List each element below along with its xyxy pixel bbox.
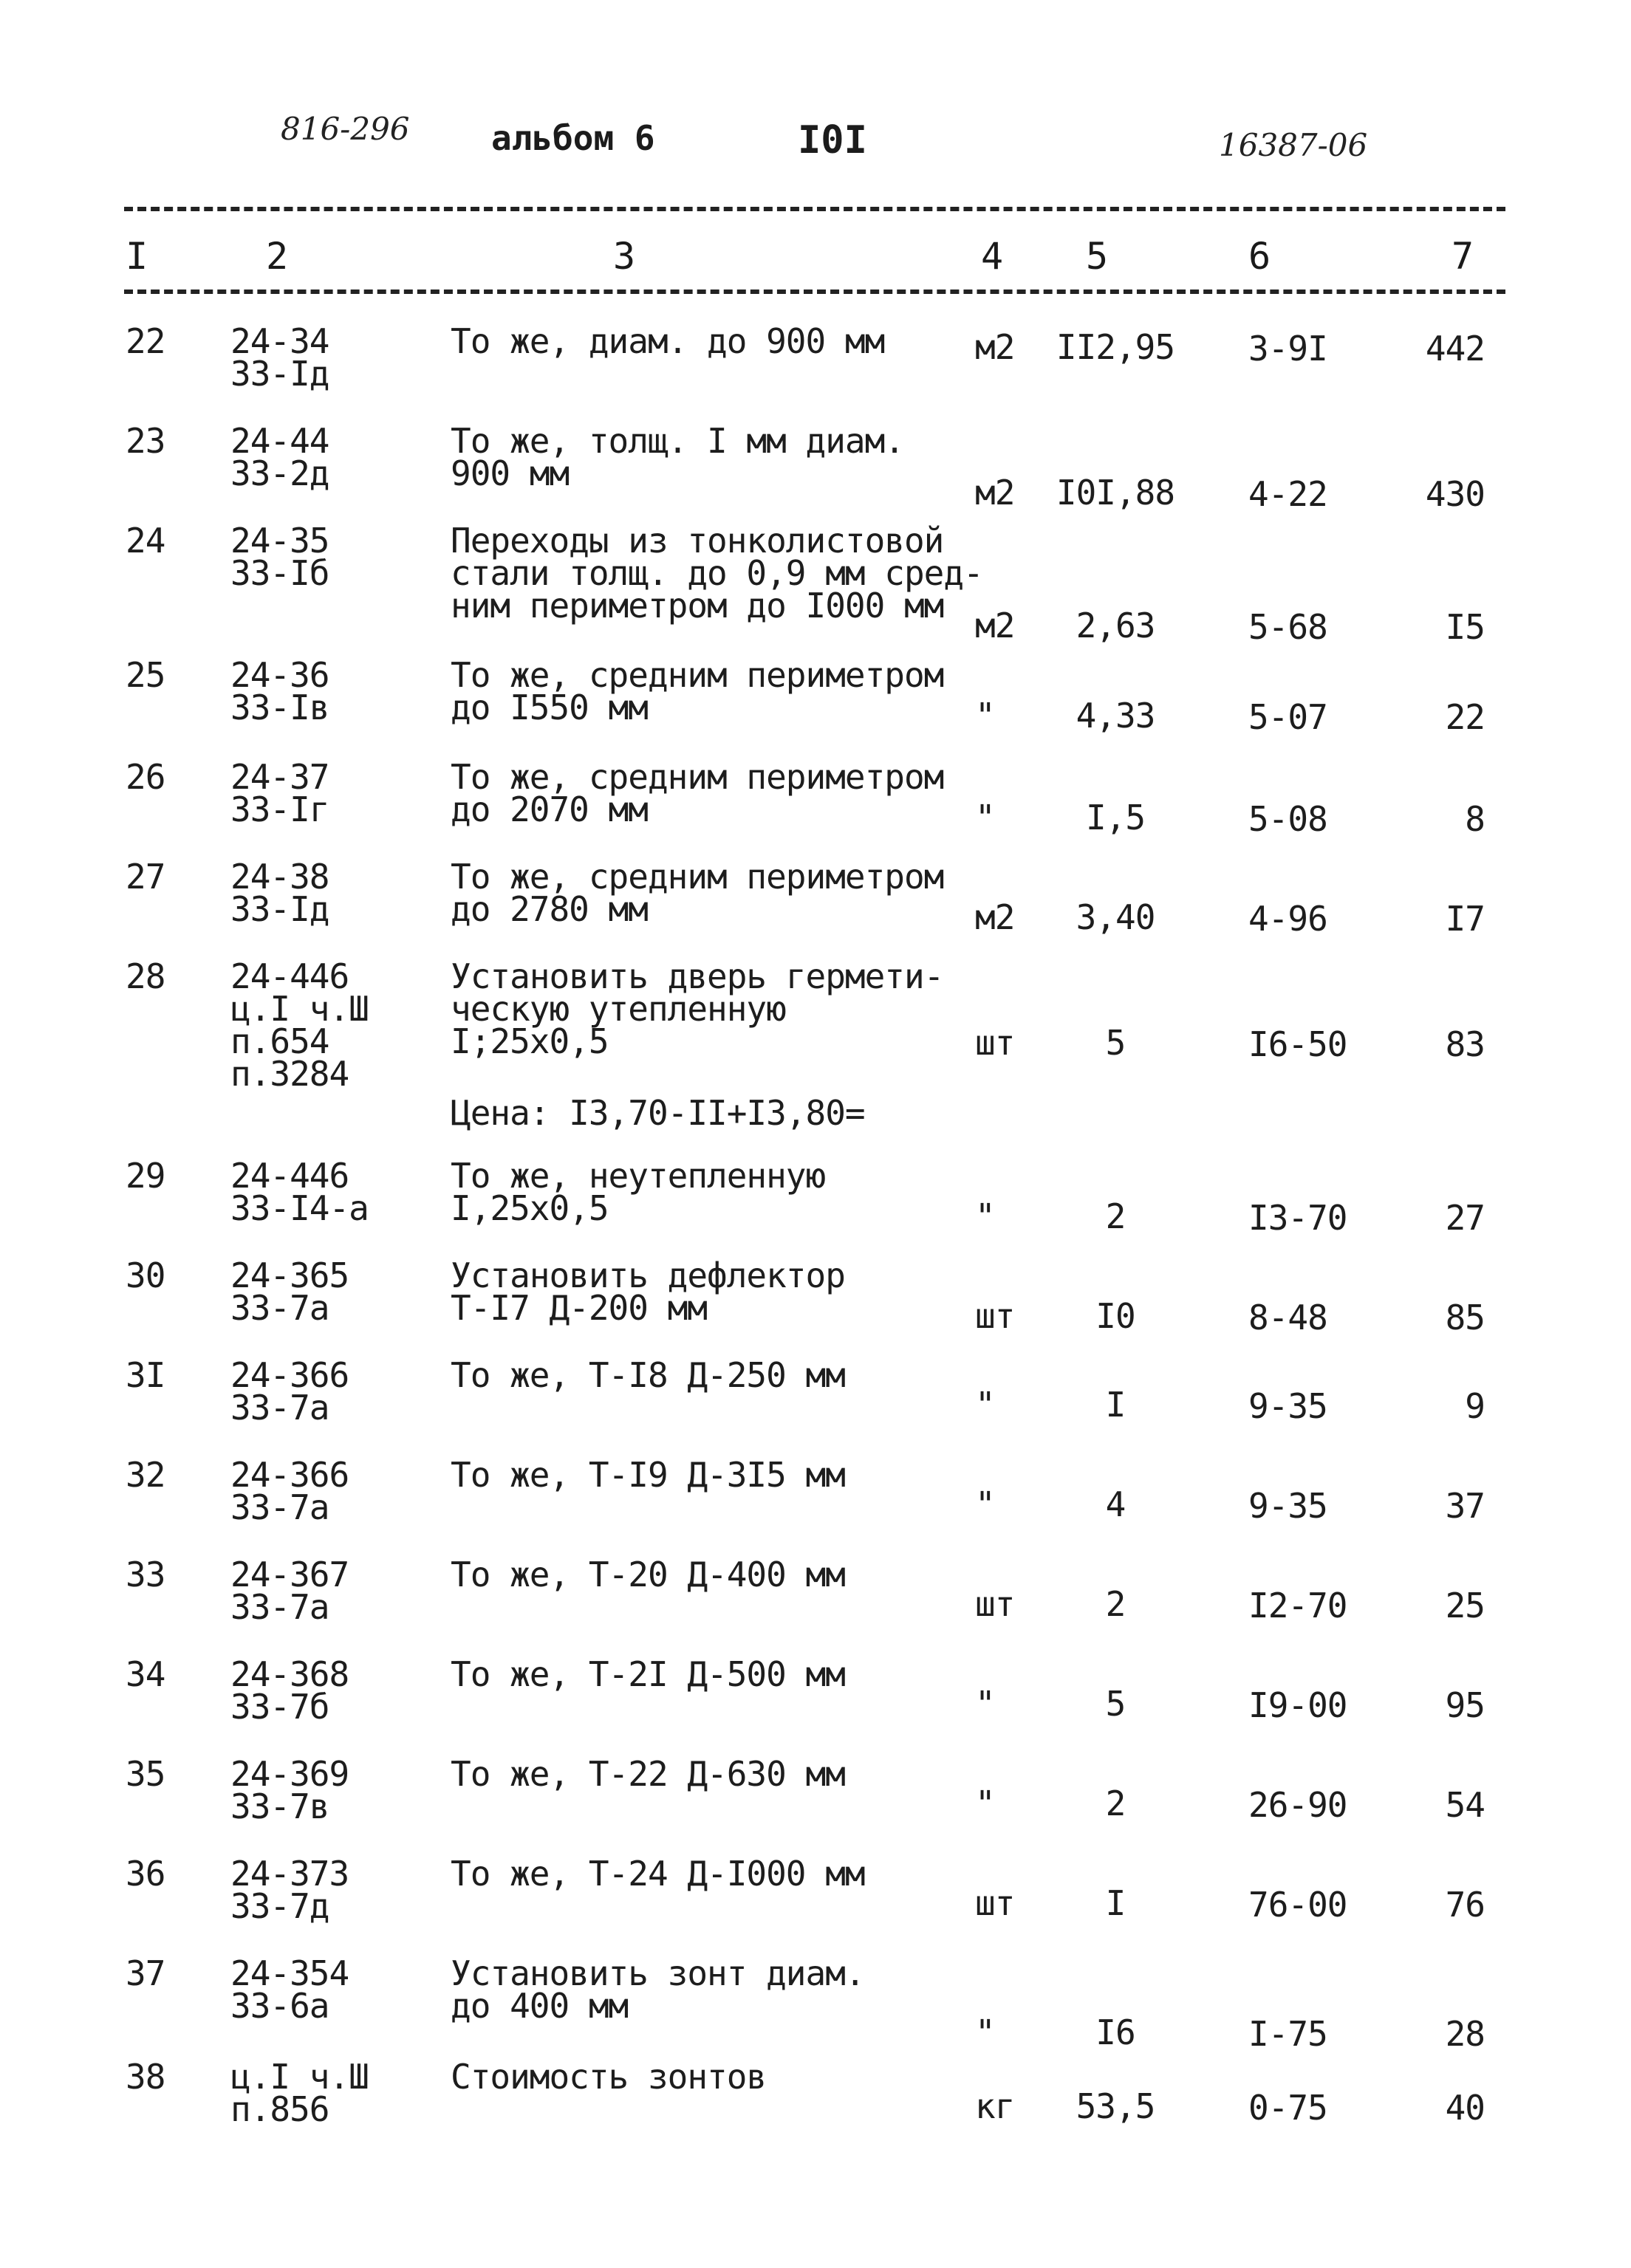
norm-code-line: ц.I ч.Ш bbox=[230, 2057, 369, 2097]
price-note: Цена: I3,70-II+I3,80= bbox=[451, 1093, 865, 1133]
unit-price-cell: 5-08 bbox=[1248, 799, 1327, 839]
unit-cell: " bbox=[975, 1385, 995, 1425]
total-cell: 37 bbox=[1445, 1486, 1485, 1526]
work-description-line: стали толщ. до 0,9 мм сред- bbox=[451, 553, 983, 593]
row-number: 32 bbox=[126, 1455, 165, 1495]
work-description-line: ним периметром до I000 мм bbox=[451, 586, 944, 626]
row-number: 33 bbox=[126, 1555, 165, 1594]
unit-cell: шт bbox=[975, 1584, 1015, 1624]
row-number: 27 bbox=[126, 857, 165, 897]
norm-code-line: 33-Iд bbox=[230, 354, 329, 394]
work-description-line: То же, диам. до 900 мм bbox=[451, 321, 885, 361]
quantity-cell: I6 bbox=[1095, 2012, 1135, 2052]
work-description-line: Установить зонт диам. bbox=[451, 1953, 865, 1993]
norm-code-line: 24-354 bbox=[230, 1953, 349, 1993]
work-description-line: Установить дефлектор bbox=[451, 1255, 845, 1295]
row-number: 35 bbox=[126, 1754, 165, 1794]
unit-price-cell: I3-70 bbox=[1248, 1198, 1347, 1238]
column-number-3: 3 bbox=[613, 235, 636, 278]
work-description-line: То же, Т-20 Д-400 мм bbox=[451, 1555, 845, 1594]
row-number: 34 bbox=[126, 1654, 165, 1694]
column-number-5: 5 bbox=[1086, 235, 1109, 278]
work-description-line: до 400 мм bbox=[451, 1986, 629, 2026]
total-cell: 22 bbox=[1445, 697, 1485, 737]
row-number: 22 bbox=[126, 321, 165, 361]
unit-cell: " bbox=[975, 2012, 995, 2052]
row-number: 26 bbox=[126, 757, 165, 797]
unit-price-cell: 8-48 bbox=[1248, 1298, 1327, 1337]
top-rule bbox=[124, 207, 1505, 211]
norm-code-line: 33-7а bbox=[230, 1388, 329, 1428]
total-cell: 76 bbox=[1445, 1885, 1485, 1925]
unit-price-cell: 9-35 bbox=[1248, 1486, 1327, 1526]
unit-price-cell: I2-70 bbox=[1248, 1586, 1347, 1625]
work-description-line: Установить дверь гермети- bbox=[451, 956, 944, 996]
norm-code-line: 33-6а bbox=[230, 1986, 329, 2026]
quantity-cell: 2,63 bbox=[1076, 606, 1155, 645]
work-description-line: То же, Т-24 Д-I000 мм bbox=[451, 1854, 865, 1894]
quantity-cell: 2 bbox=[1105, 1584, 1126, 1624]
unit-cell: шт bbox=[975, 1023, 1015, 1063]
quantity-cell: 2 bbox=[1105, 1784, 1126, 1823]
norm-code-line: 24-373 bbox=[230, 1854, 349, 1894]
column-number-6: 6 bbox=[1248, 235, 1271, 278]
work-description-line: То же, неутепленную bbox=[451, 1156, 826, 1196]
quantity-cell: 4,33 bbox=[1076, 696, 1155, 736]
unit-price-cell: I6-50 bbox=[1248, 1024, 1347, 1064]
norm-code-line: 24-34 bbox=[230, 321, 329, 361]
unit-cell: шт bbox=[975, 1296, 1015, 1336]
unit-cell: м2 bbox=[975, 606, 1015, 645]
quantity-cell: II2,95 bbox=[1056, 327, 1175, 367]
quantity-cell: 5 bbox=[1105, 1684, 1126, 1724]
header-rule bbox=[124, 290, 1505, 294]
norm-code-line: 24-446 bbox=[230, 956, 349, 996]
unit-cell: шт bbox=[975, 1883, 1015, 1923]
norm-code-line: 33-I4-а bbox=[230, 1188, 369, 1228]
unit-price-cell: 9-35 bbox=[1248, 1386, 1327, 1426]
unit-cell: м2 bbox=[975, 327, 1015, 367]
quantity-cell: 3,40 bbox=[1076, 897, 1155, 937]
norm-code-line: 33-Iд bbox=[230, 889, 329, 929]
norm-code-line: 24-369 bbox=[230, 1754, 349, 1794]
total-cell: 40 bbox=[1445, 2088, 1485, 2128]
work-description-line: до I550 мм bbox=[451, 688, 648, 727]
norm-code-line: 24-37 bbox=[230, 757, 329, 797]
norm-code-line: п.856 bbox=[230, 2089, 329, 2129]
column-number-1: I bbox=[126, 235, 148, 278]
quantity-cell: 4 bbox=[1105, 1484, 1126, 1524]
norm-code-line: 33-7а bbox=[230, 1587, 329, 1627]
unit-cell: " bbox=[975, 1784, 995, 1823]
quantity-cell: I bbox=[1105, 1883, 1126, 1923]
quantity-cell: I bbox=[1105, 1385, 1126, 1425]
handwritten-code-left: 816-296 bbox=[281, 111, 410, 147]
unit-cell: м2 bbox=[975, 473, 1015, 513]
total-cell: 8 bbox=[1465, 799, 1485, 839]
work-description-line: Стоимость зонтов bbox=[451, 2057, 767, 2097]
total-cell: 25 bbox=[1445, 1586, 1485, 1625]
quantity-cell: 2 bbox=[1105, 1196, 1126, 1236]
norm-code-line: 33-7а bbox=[230, 1487, 329, 1527]
work-description-line: То же, средним периметром bbox=[451, 655, 944, 695]
unit-price-cell: 5-07 bbox=[1248, 697, 1327, 737]
norm-code-line: 33-Iб bbox=[230, 553, 329, 593]
total-cell: 27 bbox=[1445, 1198, 1485, 1238]
unit-cell: " bbox=[975, 1684, 995, 1724]
norm-code-line: 24-44 bbox=[230, 421, 329, 461]
norm-code-line: п.3284 bbox=[230, 1054, 349, 1094]
row-number: 25 bbox=[126, 655, 165, 695]
total-cell: 28 bbox=[1445, 2014, 1485, 2054]
unit-price-cell: I9-00 bbox=[1248, 1685, 1347, 1725]
work-description-line: То же, Т-22 Д-630 мм bbox=[451, 1754, 845, 1794]
work-description-line: Переходы из тонколистовой bbox=[451, 521, 944, 561]
unit-price-cell: 4-22 bbox=[1248, 474, 1327, 514]
work-description-line: То же, толщ. I мм диам. bbox=[451, 421, 904, 461]
work-description-line: То же, Т-I9 Д-3I5 мм bbox=[451, 1455, 845, 1495]
unit-price-cell: 76-00 bbox=[1248, 1885, 1347, 1925]
row-number: 24 bbox=[126, 521, 165, 561]
work-description-line: То же, средним периметром bbox=[451, 857, 944, 897]
work-description-line: I;25х0,5 bbox=[451, 1021, 609, 1061]
column-number-2: 2 bbox=[266, 235, 289, 278]
unit-price-cell: 4-96 bbox=[1248, 899, 1327, 939]
unit-price-cell: 0-75 bbox=[1248, 2088, 1327, 2128]
norm-code-line: 24-36 bbox=[230, 655, 329, 695]
total-cell: 85 bbox=[1445, 1298, 1485, 1337]
norm-code-line: п.654 bbox=[230, 1021, 329, 1061]
unit-cell: м2 bbox=[975, 897, 1015, 937]
work-description-line: То же, средним периметром bbox=[451, 757, 944, 797]
total-cell: 95 bbox=[1445, 1685, 1485, 1725]
row-number: 36 bbox=[126, 1854, 165, 1894]
work-description-line: I,25х0,5 bbox=[451, 1188, 609, 1228]
unit-cell: кг bbox=[975, 2086, 1015, 2126]
row-number: 29 bbox=[126, 1156, 165, 1196]
row-number: 28 bbox=[126, 956, 165, 996]
norm-code-line: 33-7д bbox=[230, 1886, 329, 1926]
quantity-cell: I,5 bbox=[1085, 798, 1146, 837]
work-description-line: ческую утепленную bbox=[451, 989, 786, 1029]
total-cell: 54 bbox=[1445, 1785, 1485, 1825]
album-label: альбом 6 bbox=[491, 118, 655, 158]
norm-code-line: 24-366 bbox=[230, 1455, 349, 1495]
norm-code-line: 24-368 bbox=[230, 1654, 349, 1694]
unit-cell: " bbox=[975, 696, 995, 736]
norm-code-line: 24-446 bbox=[230, 1156, 349, 1196]
norm-code-line: 24-35 bbox=[230, 521, 329, 561]
norm-code-line: 33-7б bbox=[230, 1687, 329, 1727]
norm-code-line: 33-7а bbox=[230, 1288, 329, 1328]
quantity-cell: 5 bbox=[1105, 1023, 1126, 1063]
norm-code-line: 24-365 bbox=[230, 1255, 349, 1295]
column-number-7: 7 bbox=[1452, 235, 1474, 278]
unit-price-cell: I-75 bbox=[1248, 2014, 1327, 2054]
norm-code-line: 24-367 bbox=[230, 1555, 349, 1594]
total-cell: I7 bbox=[1445, 899, 1485, 939]
unit-price-cell: 3-9I bbox=[1248, 329, 1327, 369]
row-number: 38 bbox=[126, 2057, 165, 2097]
row-number: 3I bbox=[126, 1355, 165, 1395]
work-description-line: до 2070 мм bbox=[451, 789, 648, 829]
total-cell: 9 bbox=[1465, 1386, 1485, 1426]
norm-code-line: 24-38 bbox=[230, 857, 329, 897]
column-number-4: 4 bbox=[981, 235, 1004, 278]
unit-cell: " bbox=[975, 1196, 995, 1236]
quantity-cell: I0I,88 bbox=[1056, 473, 1175, 513]
total-cell: 83 bbox=[1445, 1024, 1485, 1064]
work-description-line: 900 мм bbox=[451, 453, 570, 493]
work-description-line: до 2780 мм bbox=[451, 889, 648, 929]
row-number: 37 bbox=[126, 1953, 165, 1993]
norm-code-line: 33-Iв bbox=[230, 688, 329, 727]
work-description-line: То же, Т-2I Д-500 мм bbox=[451, 1654, 845, 1694]
total-cell: I5 bbox=[1445, 607, 1485, 647]
unit-price-cell: 26-90 bbox=[1248, 1785, 1347, 1825]
handwritten-code-right: 16387-06 bbox=[1219, 127, 1368, 163]
work-description-line: То же, Т-I8 Д-250 мм bbox=[451, 1355, 845, 1395]
unit-cell: " bbox=[975, 798, 995, 837]
total-cell: 430 bbox=[1425, 474, 1485, 514]
row-number: 30 bbox=[126, 1255, 165, 1295]
quantity-cell: I0 bbox=[1095, 1296, 1135, 1336]
work-description-line: Т-I7 Д-200 мм bbox=[451, 1288, 708, 1328]
norm-code-line: 33-Iг bbox=[230, 789, 329, 829]
unit-cell: " bbox=[975, 1484, 995, 1524]
norm-code-line: ц.I ч.Ш bbox=[230, 989, 369, 1029]
norm-code-line: 33-2д bbox=[230, 453, 329, 493]
page-number: I0I bbox=[798, 118, 867, 162]
total-cell: 442 bbox=[1425, 329, 1485, 369]
quantity-cell: 53,5 bbox=[1076, 2086, 1155, 2126]
unit-price-cell: 5-68 bbox=[1248, 607, 1327, 647]
row-number: 23 bbox=[126, 421, 165, 461]
norm-code-line: 33-7в bbox=[230, 1786, 329, 1826]
norm-code-line: 24-366 bbox=[230, 1355, 349, 1395]
